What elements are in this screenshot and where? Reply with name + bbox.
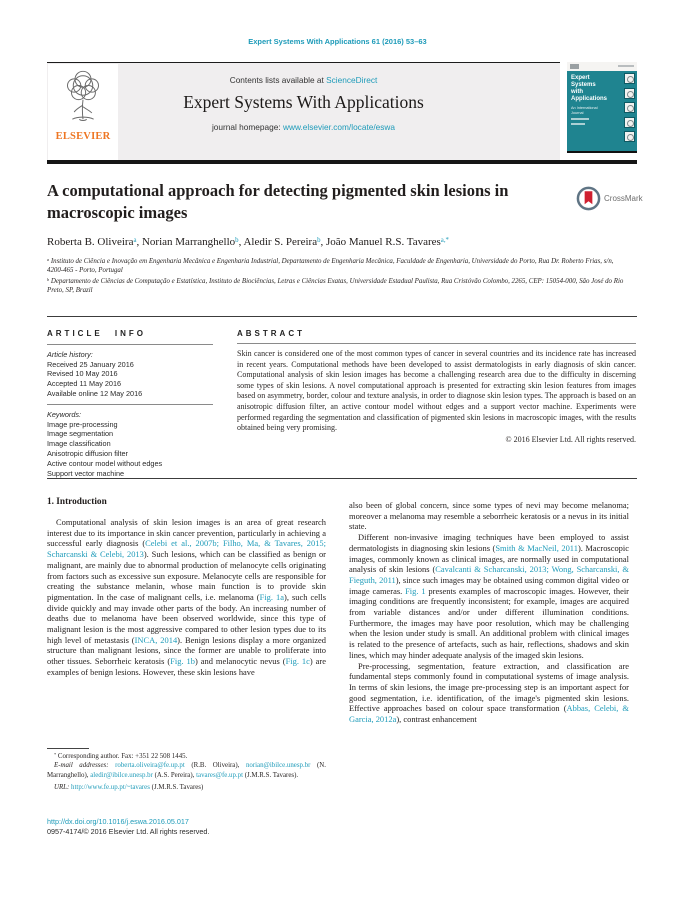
text-segment: Computational analysis of skin lesion images is an area of great research interest due to its importance in skin cancer prevention, particularly in achieving a successful early diagnosis ( — [47, 517, 326, 549]
crossmark-label: CrossMark — [604, 194, 643, 203]
text-segment: Contents lists available at — [229, 75, 327, 85]
text-segment: URL: — [54, 783, 72, 791]
text-segment: (J.M.R.S. Tavares). — [243, 771, 299, 779]
paragraph — [349, 532, 629, 660]
text-segment: ) and melanocytic nevus ( — [194, 656, 286, 667]
article-title: A computational approach for detecting pigmented skin lesions in macroscopic images — [47, 181, 509, 222]
cover-icon — [624, 102, 635, 113]
cover-icon — [624, 73, 635, 84]
abstract-text: Skin cancer is considered one of the most common types of cancer in several countries and its incidence rate has increased in recent years. Computational methods have been developed to assist dermatologists in early diagnosis of skin cancer. Computational analysis of skin lesion images has become a challenging research area due to the difficulty in discerning some types of skin lesions. A novel computational approach is presented for extracting skin lesion features from images based on asymmetry, border, colour and texture analysis, in order to diagnose skin lesion types. The approach is based on an anisotropic diffusion filter, an active contour model without edges and a support vector machine. Experiments were performed regarding the segmentation and classification of pigmented skin lesions in macroscopic images, with the results obtained being very promising. — [237, 349, 636, 433]
text-segment: presents examples of macroscopic images. However, their imaging conditions are frequently inconsistent; for example, images are acquired from variable distances and/or under different illumination conditions. Furthermore, the images may have poor resolution, which may be challenging when the lesion under study is small. An additional problem with clinical images is related to the presence of artefacts, such as hair, reflections, shadows and skin lines, which may hinder adequate analysis of the imaged skin lesions. — [349, 585, 629, 660]
inline-link[interactable]: Smith & MacNeil, 2011 — [495, 542, 578, 553]
keyword-item: Support vector machine — [47, 468, 125, 478]
inline-link[interactable]: tavares@fe.up.pt — [196, 771, 244, 779]
text-segment: E-mail addresses: — [54, 762, 116, 770]
cover-top-strip — [567, 62, 637, 71]
paragraph — [349, 500, 629, 532]
email-addresses-note — [47, 761, 326, 780]
article-history-item: Accepted 11 May 2016 — [47, 379, 122, 389]
text-segment: Roberta B. Oliveira — [47, 236, 134, 248]
journal-masthead — [47, 62, 560, 160]
text-segment: ). Macroscopic images, commonly known as clinical images, are normally used in computational analysis of skin lesions ( — [349, 542, 629, 575]
footnote-block — [47, 748, 326, 792]
inline-link[interactable]: INCA, 2014 — [134, 634, 178, 645]
article-history-item: Available online 12 May 2016 — [47, 388, 143, 398]
affiliation-b — [47, 277, 625, 296]
text-segment: Instituto de Ciência e Inovação em Engenharia Mecânica e Engenharia Industrial, Departamento de Engenharia Mecânica, Faculdade de Engenharia, Universidade do Porto, Rua Dr. Roberto Frias, s/n, 4200-465 - Porto, Portugal — [47, 258, 614, 275]
affiliation-a — [47, 257, 625, 276]
text-segment: Pre-processing, segmentation, feature extraction, and classification are fundamental steps commonly found in computational systems of image analysis. In terms of skin lesions, the image pre-processing step is an important aspect for good segmentation, i.e. identification, of the image's pigmented skin lesions. Effective approaches based on colour space transformation ( — [349, 660, 629, 714]
inline-link[interactable]: ScienceDirect — [326, 75, 378, 85]
text-segment: ), such cells divide quickly and may invade other parts of the body. An increasing number of deaths due to melanoma have been observed worldwide, since this type of malignant lesion is the most aggressive compared to other lesion types due to its high level of metastasis ( — [47, 591, 326, 645]
issn-copyright-line: 0957-4174/© 2016 Elsevier Ltd. All rights reserved. — [47, 827, 210, 836]
text-segment: (N. Marranghello), — [47, 762, 326, 779]
journal-homepage-line — [47, 122, 560, 132]
running-head-citation[interactable]: Expert Systems With Applications 61 (2016) 53–63 — [248, 37, 427, 46]
inline-link[interactable]: aledir@ibilce.unesp.br — [90, 771, 153, 779]
inline-link[interactable]: Fig. 1 — [405, 585, 426, 596]
text-segment: (R.B. Oliveira), — [184, 762, 246, 770]
text-segment: Corresponding author. Fax: +351 22 508 1445. — [56, 753, 188, 760]
text-segment: , Aledir S. Pereira — [238, 236, 318, 248]
inline-link[interactable]: Fig. 1c — [285, 656, 310, 667]
journal-cover-thumbnail[interactable] — [567, 62, 637, 153]
paragraph — [349, 661, 629, 725]
paragraph — [47, 517, 326, 678]
text-segment: journal homepage: — [211, 122, 283, 132]
article-history-list — [47, 360, 213, 399]
cover-deco-line — [571, 123, 585, 125]
cover-title: Expert Systems with Applications — [571, 75, 608, 102]
journal-title: Expert Systems With Applications — [183, 92, 424, 112]
text-segment: ), contrast enhancement — [396, 714, 477, 725]
inline-link[interactable]: norian@ibilce.unesp.br — [245, 762, 311, 770]
cover-publisher-chip — [570, 64, 579, 69]
cover-icon — [624, 117, 635, 128]
inline-link[interactable]: b — [317, 236, 321, 244]
text-segment: ). Benign lesions display a more organized structure than malignant lesions, since the former are unable to proliferate into other tissues. Seborrheic keratosis ( — [47, 634, 327, 667]
inline-link[interactable]: Fig. 1b — [170, 656, 195, 667]
crossmark-icon — [576, 186, 601, 211]
doi-link[interactable]: http://dx.doi.org/10.1016/j.eswa.2016.05.017 — [47, 817, 189, 826]
text-segment: b — [47, 276, 50, 282]
article-history-label: Article history: — [47, 349, 93, 359]
text-segment: , Norian Marranghello — [136, 236, 236, 248]
crossmark-badge[interactable] — [576, 186, 643, 211]
text-segment: ). Such lesions, which can be classified as benign or malignant, are mainly due to abnormal production of melanocyte cells originating from factors such as excessive sun exposure. Melanocyte cells are responsible for creating the substance melanin, whose main function is to provide skin pigmentation. In the case of malignant cells, i.e. melanoma ( — [47, 549, 326, 602]
inline-link[interactable]: Cavalcanti & Scharcanski, 2013; Wong, Scharcanski, & Fieguth, 2011 — [349, 564, 629, 585]
inline-link[interactable]: a,* — [440, 236, 449, 244]
footnote-rule — [47, 748, 89, 749]
text-segment: ), since such images may be obtained using common digital video or image cameras. — [349, 574, 630, 596]
section-rule — [47, 316, 637, 317]
inline-link[interactable]: Abbas, Celebi, & Garcia, 2012a — [349, 703, 629, 725]
inline-link[interactable]: a — [133, 236, 137, 244]
section-heading-introduction: 1. Introduction — [47, 497, 107, 507]
cover-mini-bar — [618, 65, 634, 67]
keywords-list — [47, 420, 213, 479]
text-segment: (J.M.R.S. Tavares) — [149, 783, 204, 791]
inline-link[interactable]: roberta.oliveira@fe.up.pt — [115, 762, 185, 770]
body-column-right — [349, 500, 629, 725]
affiliations — [47, 257, 625, 297]
keywords-label: Keywords: — [47, 409, 82, 419]
inline-link[interactable]: www.elsevier.com/locate/eswa — [282, 122, 396, 132]
cover-icon-column — [624, 73, 635, 142]
body-column-left — [47, 517, 326, 678]
elsevier-wordmark: ELSEVIER — [55, 131, 111, 142]
author-list — [47, 236, 607, 248]
masthead-divider-bar — [47, 160, 637, 164]
text-segment: Different non-invasive imaging techniques have been employed to assist dermatologists in diagnosing skin lesions ( — [349, 532, 629, 553]
inline-link[interactable]: http://www.fe.up.pt/~tavares — [71, 783, 150, 791]
inline-link[interactable]: b — [235, 236, 239, 244]
masthead-center — [47, 63, 560, 132]
keyword-item: Image classification — [47, 439, 111, 449]
article-history-item: Received 25 January 2016 — [47, 359, 134, 369]
abstract-column — [237, 329, 636, 444]
text-segment: , João Manuel R.S. Tavares — [320, 236, 441, 248]
text-segment: ) are examples of benign lesions. However, these skin lesions have — [47, 656, 326, 677]
rule — [237, 343, 636, 344]
cover-icon — [624, 88, 635, 99]
article-info-heading: ARTICLE INFO — [47, 329, 146, 338]
cover-subtitle: An International Journal — [571, 106, 598, 115]
author-url-note — [47, 783, 326, 792]
keyword-item: Active contour model without edges — [47, 458, 163, 468]
article-info-column — [47, 329, 213, 478]
text-segment: (A.S. Pereira), — [152, 771, 197, 779]
contents-line — [47, 75, 560, 85]
text-segment: * — [54, 752, 57, 758]
cover-deco-line — [571, 118, 589, 120]
text-segment: Departamento de Ciências de Computação e Estatística, Instituto de Biociências, Letras e Ciências Exatas, Universidade Estadual Paulista, Rua Cristóvão Colombo, 2265, CEP: 15054-000, São José do Rio Preto, SP, Brazil — [47, 277, 624, 295]
rule — [47, 404, 213, 405]
section-rule — [47, 478, 637, 479]
abstract-heading: ABSTRACT — [237, 329, 305, 338]
inline-link[interactable]: Fig. 1a — [259, 591, 285, 602]
text-segment: a — [47, 257, 50, 263]
keyword-item: Image pre-processing — [47, 419, 118, 429]
abstract-copyright: © 2016 Elsevier Ltd. All rights reserved. — [505, 434, 636, 444]
rule — [47, 344, 213, 345]
keyword-item: Image segmentation — [47, 429, 114, 439]
text-segment: also been of global concern, since some types of nevi may become melanoma; moreover a melanoma may resemble a seborrheic keratosis or a nevus in its initial state. — [349, 500, 629, 532]
inline-link[interactable]: Celebi et al., 2007b; Filho, Ma, & Tavares, 2015; Scharcanski & Celebi, 2013 — [47, 538, 326, 560]
keyword-item: Anisotropic diffusion filter — [47, 448, 128, 458]
corresponding-author-note — [47, 752, 326, 761]
article-history-item: Revised 10 May 2016 — [47, 369, 118, 379]
cover-icon — [624, 131, 635, 142]
